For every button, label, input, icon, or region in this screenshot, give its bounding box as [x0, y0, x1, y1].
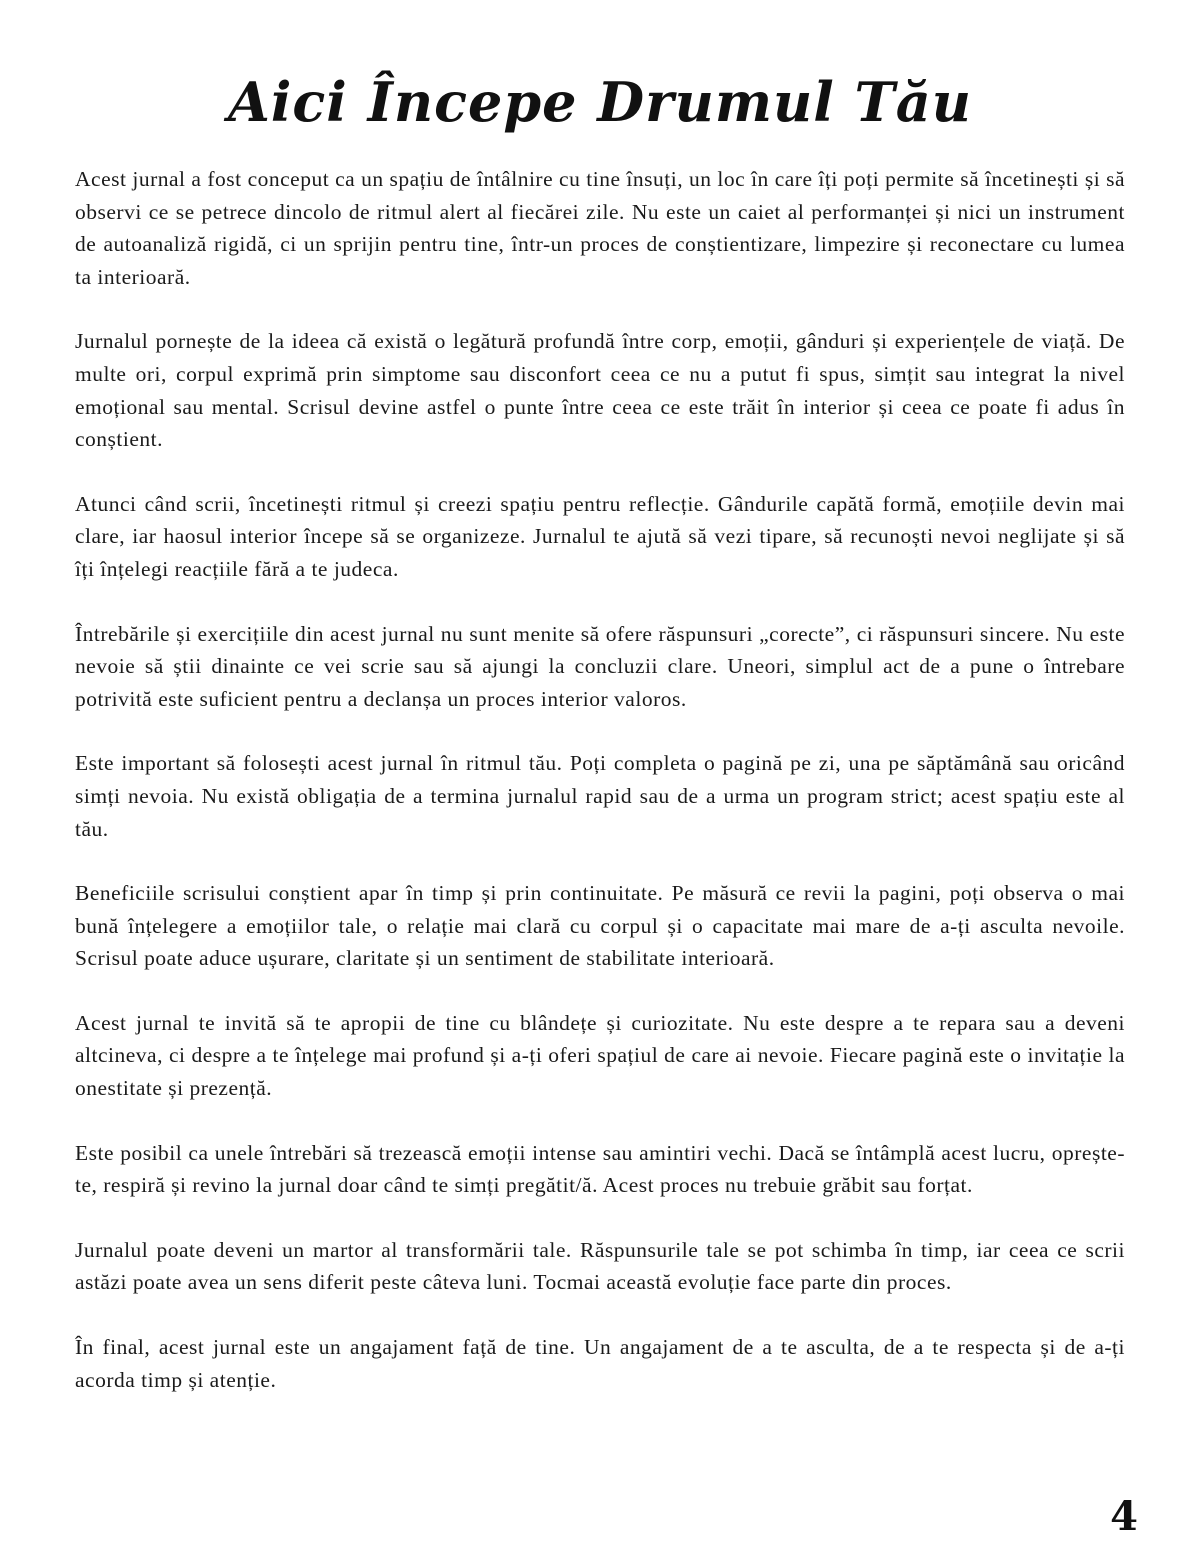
paragraph: Este important să folosești acest jurnal în ritmul tău. Poți completa o pagină pe zi, una pe săptămână sau oricând simți nevoia. Nu există obligația de a termina jurnalul rapid sau de a urma un program strict; acest spațiu este al tău.	[75, 751, 1125, 841]
body-text	[75, 163, 1125, 1428]
page-number: 4	[1110, 1493, 1138, 1540]
paragraph: Este posibil ca unele întrebări să trezească emoții intense sau amintiri vechi. Dacă se întâmplă acest lucru, oprește-te, respiră și revino la jurnal doar când te simți pregătit/ă. Acest proces nu trebuie grăbit sau forțat.	[75, 1140, 1125, 1198]
paragraph: Jurnalul poate deveni un martor al transformării tale. Răspunsurile tale se pot schimba în timp, iar ceea ce scrii astăzi poate avea un sens diferit peste câteva luni. Tocmai această evoluție face parte din proces.	[75, 1237, 1125, 1295]
paragraph: Beneficiile scrisului conștient apar în timp și prin continuitate. Pe măsură ce revii la pagini, poți observa o mai bună înțelegere a emoțiilor tale, o relație mai clară cu corpul și o capacitate mai mare de a-ți asculta nevoile. Scrisul poate aduce ușurare, claritate și un sentiment de stabilitate interioară.	[75, 881, 1125, 971]
page-title: Aici Începe Drumul Tău	[228, 70, 972, 134]
paragraph: Acest jurnal te invită să te apropii de tine cu blândețe și curiozitate. Nu este despre a te repara sau a deveni altcineva, ci despre a te înțelege mai profund și a-ți oferi spațiul de care ai nevoie. Fiecare pagină este o invitație la onestitate și prezență.	[75, 1010, 1125, 1101]
paragraph: În final, acest jurnal este un angajament față de tine. Un angajament de a te asculta, de a te respecta și de a-ți acorda timp și atenție.	[75, 1335, 1125, 1392]
paragraph: Jurnalul pornește de la ideea că există o legătură profundă între corp, emoții, gânduri și experiențele de viață. De multe ori, corpul exprimă prin simptome sau disconfort ceea ce nu a putut fi spus, simțit sau integrat la nivel emoțional sau mental. Scrisul devine astfel o punte între ceea ce este trăit în interior și ceea ce poate fi adus în conștient.	[75, 329, 1125, 452]
paragraph: Întrebările și exercițiile din acest jurnal nu sunt menite să ofere răspunsuri „corecte”, ci răspunsuri sincere. Nu este nevoie să știi dinainte ce vei scrie sau să ajungi la concluzii clare. Uneori, simplul act de a pune o întrebare potrivită este suficient pentru a declanșa un proces interior valoros.	[75, 621, 1125, 711]
paragraph: Atunci când scrii, încetinești ritmul și creezi spațiu pentru reflecție. Gândurile capătă formă, emoțiile devin mai clare, iar haosul interior începe să se organizeze. Jurnalul te ajută să vezi tipare, să recunoști nevoi neglijate și să îți înțelegi reacțiile fără a te judeca.	[75, 491, 1125, 581]
paragraph: Acest jurnal a fost conceput ca un spațiu de întâlnire cu tine însuți, un loc în care îți poți permite să încetinești și să observi ce se petrece dincolo de ritmul alert al fiecărei zile. Nu este un caiet al performanței și nici un instrument de autoanaliză rigidă, ci un sprijin pentru tine, într-un proces de conștientizare, limpezire și reconectare cu lumea ta interioară.	[75, 167, 1125, 289]
